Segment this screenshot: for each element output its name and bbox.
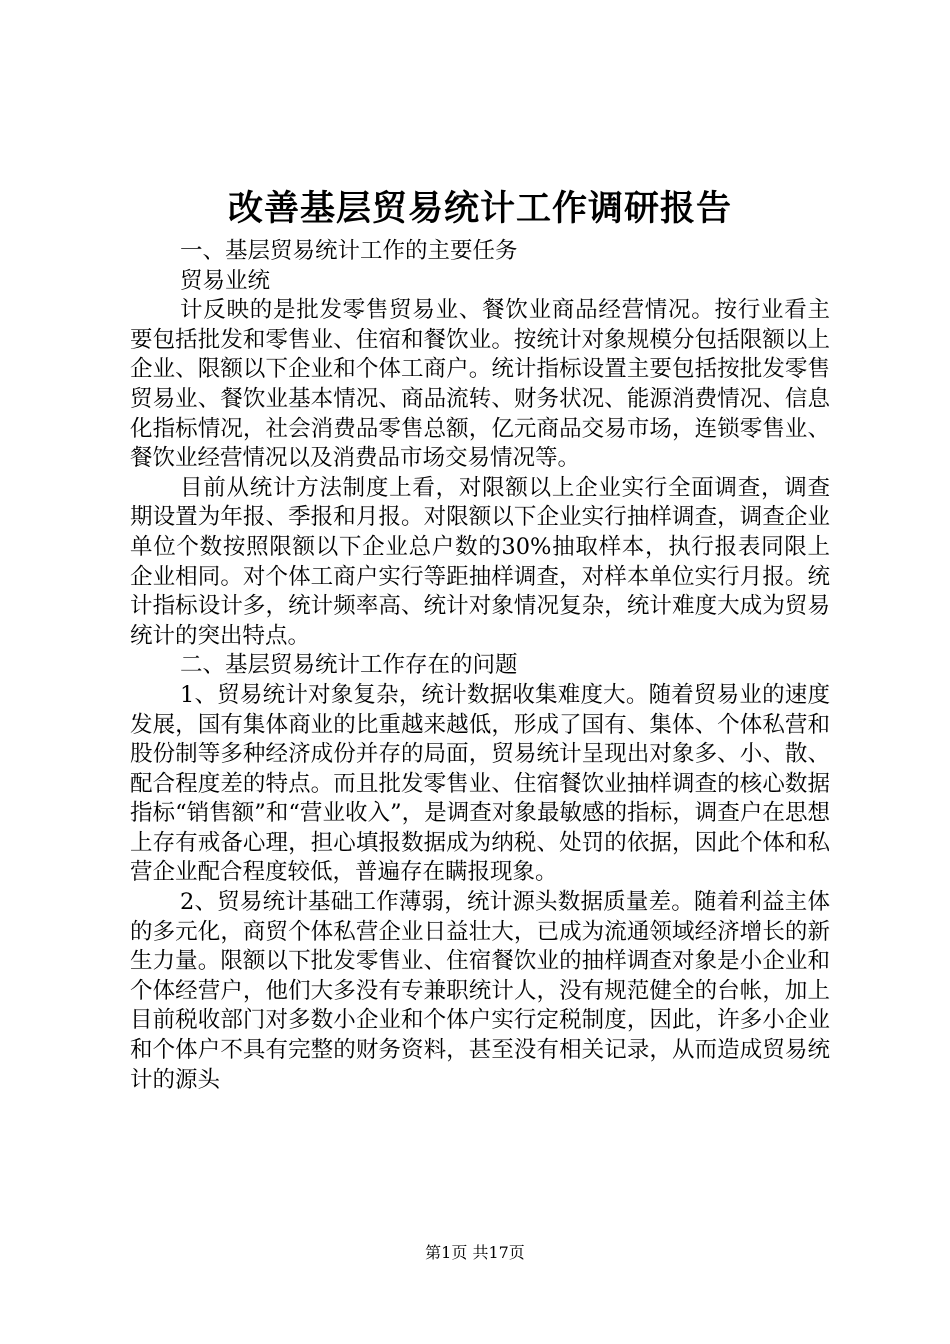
section-heading-2: 二、基层贸易统计工作存在的问题	[180, 652, 518, 679]
paragraph: 贸易业统	[180, 267, 271, 294]
paragraph: 计反映的是批发零售贸易业、餐饮业商品经营情况。按行业看主要包括批发和零售业、住宿和餐饮业。按统计对象规模分包括限额以上企业、限额以下企业和个体工商户。统计指标设置主要包括按批发零售贸易业、餐饮业基本情况、商品流转、财务状况、能源消费情况、信息化指标情况，社会消费品零售总额，亿元商品交易市场，连锁零售业、餐饮业经营情况以及消费品市场交易情况等。	[130, 297, 830, 472]
paragraph: 2、贸易统计基础工作薄弱，统计源头数据质量差。随着利益主体的多元化，商贸个体私营企业日益壮大，已成为流通领域经济增长的新生力量。限额以下批发零售业、住宿餐饮业的抽样调查对象是小企业和个体经营户，他们大多没有专兼职统计人，没有规范健全的台帐，加上目前税收部门对多数小企业和个体户实行定税制度，因此，许多小企业和个体户不具有完整的财务资料，甚至没有相关记录，从而造成贸易统计的源头	[130, 889, 830, 1093]
paragraph: 目前从统计方法制度上看，对限额以上企业实行全面调查，调查期设置为年报、季报和月报。对限额以下企业实行抽样调查，调查企业单位个数按照限额以下企业总户数的30%抽取样本，执行报表同限上企业相同。对个体工商户实行等距抽样调查，对样本单位实行月报。统计指标设计多，统计频率高、统计对象情况复杂，统计难度大成为贸易统计的突出特点。	[130, 474, 830, 649]
page-footer: 第1页 共17页	[425, 1243, 525, 1262]
document-body	[130, 237, 830, 1095]
paragraph: 1、贸易统计对象复杂，统计数据收集难度大。随着贸易业的速度发展，国有集体商业的比重越来越低，形成了国有、集体、个体私营和股份制等多种经济成份并存的局面，贸易统计呈现出对象多、小、散、配合程度差的特点。而且批发零售业、住宿餐饮业抽样调查的核心数据指标“销售额”和“营业收入”，是调查对象最敏感的指标，调查户在思想上存有戒备心理，担心填报数据成为纳税、处罚的依据，因此个体和私营企业配合程度较低，普遍存在瞒报现象。	[130, 681, 830, 886]
document-title: 改善基层贸易统计工作调研报告	[227, 188, 732, 229]
section-heading-1: 一、基层贸易统计工作的主要任务	[180, 238, 518, 264]
